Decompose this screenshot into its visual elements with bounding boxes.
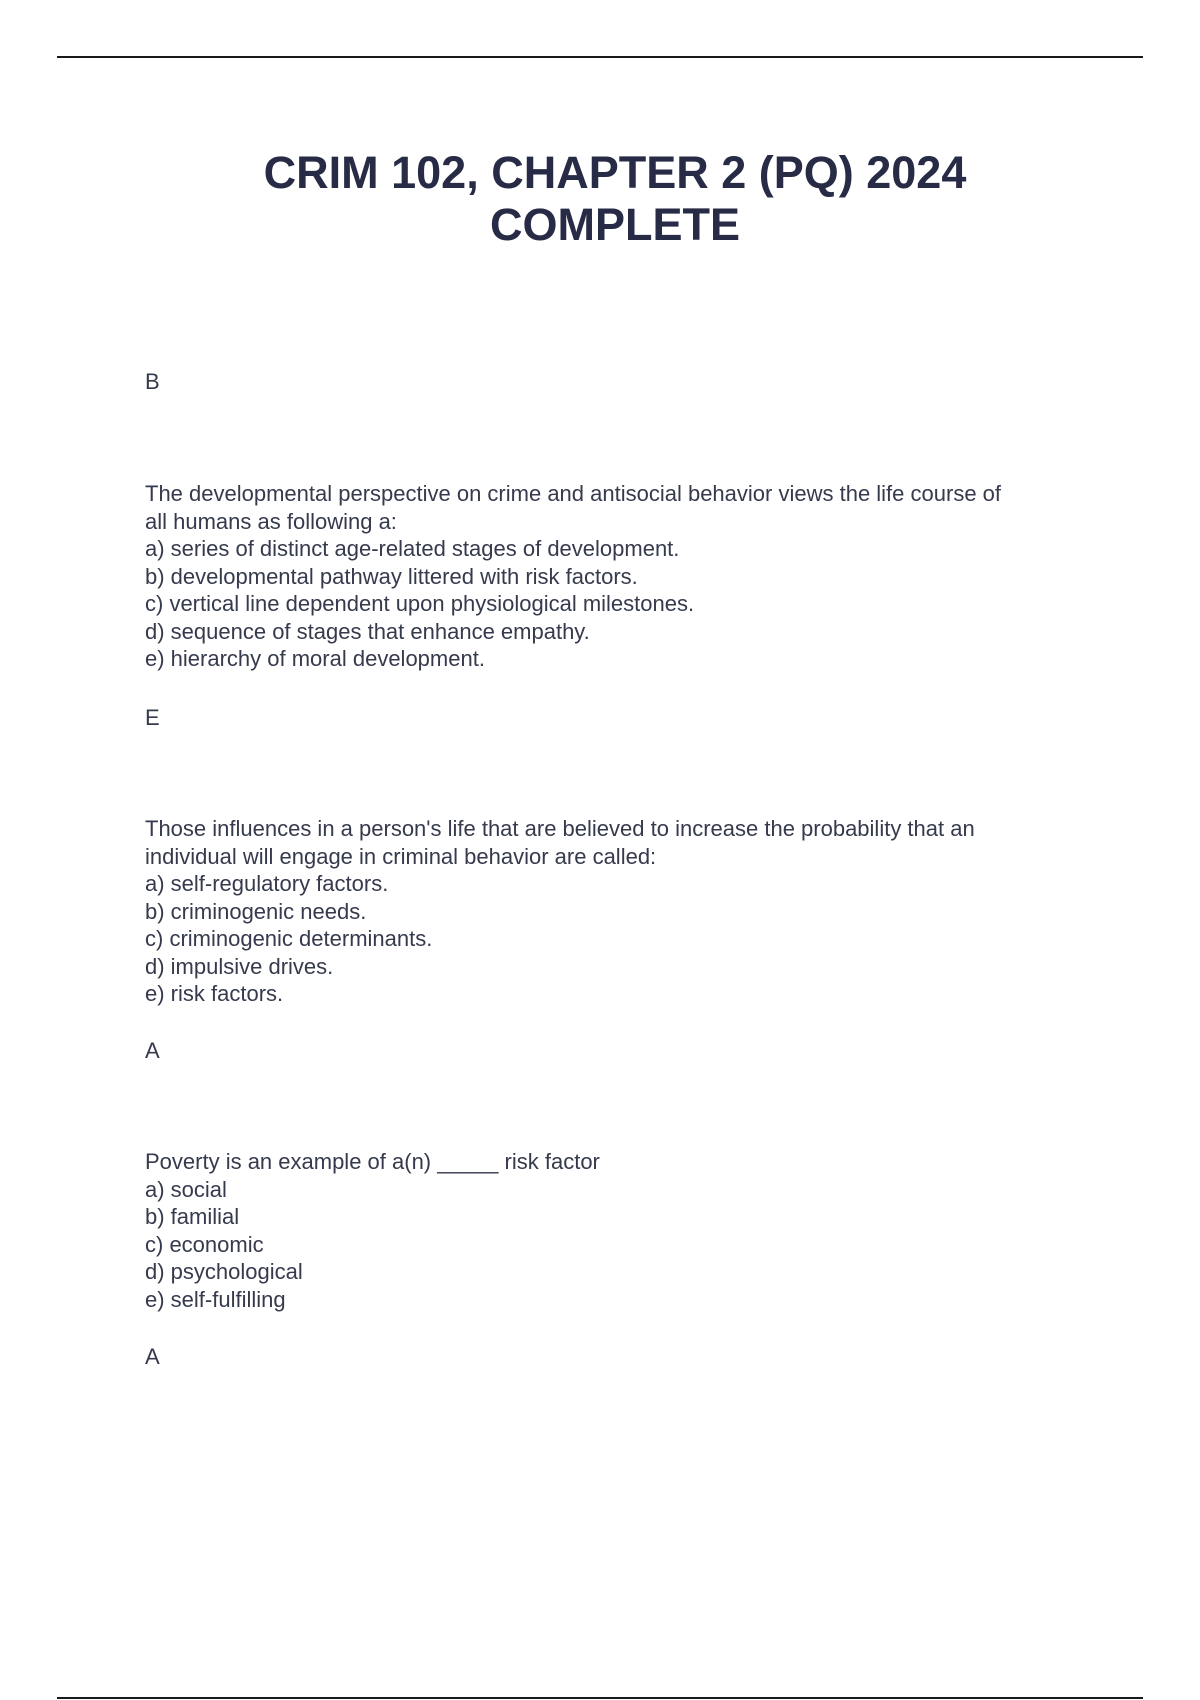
question-stem: The developmental perspective on crime and antisocial behavior views the life course of bbox=[145, 481, 1002, 506]
answer-option: a) social bbox=[145, 1176, 227, 1202]
answer-option: d) impulsive drives. bbox=[145, 953, 334, 979]
header-rule bbox=[57, 56, 1143, 58]
answer-1: B bbox=[145, 369, 160, 394]
answer-option: a) self-regulatory factors. bbox=[145, 871, 389, 896]
answer-option: d) sequence of stages that enhance empathy. bbox=[145, 618, 590, 644]
answer-option: e) hierarchy of moral development. bbox=[145, 646, 485, 671]
answer-2: E bbox=[145, 705, 160, 730]
answer-option: d) psychological bbox=[145, 1259, 303, 1284]
question-stem: all humans as following a: bbox=[145, 508, 397, 534]
answer-3: A bbox=[145, 1038, 160, 1063]
document-title bbox=[150, 147, 1080, 251]
answer-option: c) economic bbox=[145, 1231, 264, 1257]
question-stem: individual will engage in criminal behavior are called: bbox=[145, 843, 657, 869]
answer-option: c) criminogenic determinants. bbox=[145, 926, 433, 951]
title-line-1: CRIM 102, CHAPTER 2 (PQ) 2024 bbox=[263, 147, 967, 198]
answer-option: a) series of distinct age-related stages of development. bbox=[145, 536, 680, 561]
question-2 bbox=[145, 815, 1105, 1008]
answer-4: A bbox=[145, 1344, 160, 1369]
answer-option: b) familial bbox=[145, 1204, 240, 1229]
answer-option: e) self-fulfilling bbox=[145, 1286, 286, 1312]
footer-rule bbox=[57, 1697, 1143, 1699]
question-1 bbox=[145, 480, 1105, 673]
answer-option: b) developmental pathway littered with risk factors. bbox=[145, 563, 638, 589]
title-line-2: COMPLETE bbox=[489, 199, 740, 250]
question-stem: Those influences in a person's life that are believed to increase the probability that an bbox=[145, 816, 975, 841]
question-stem: Poverty is an example of a(n) _____ risk factor bbox=[145, 1149, 600, 1174]
question-3 bbox=[145, 1148, 1105, 1313]
answer-option: c) vertical line dependent upon physiological milestones. bbox=[145, 591, 695, 616]
answer-option: b) criminogenic needs. bbox=[145, 898, 367, 924]
answer-option: e) risk factors. bbox=[145, 981, 284, 1006]
